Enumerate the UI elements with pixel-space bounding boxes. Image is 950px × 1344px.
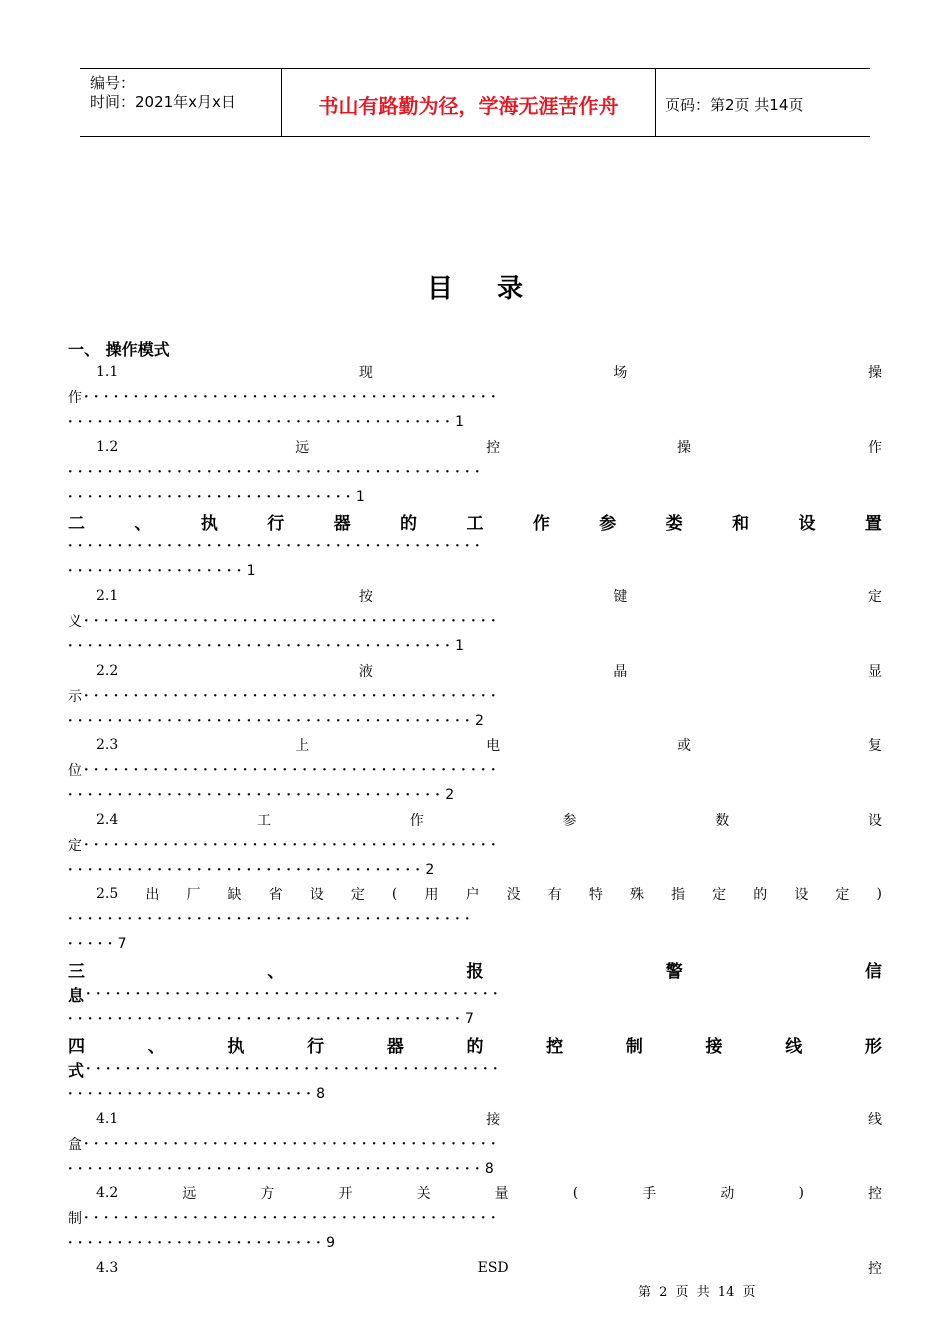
toc-heading-char: 控	[867, 1186, 882, 1202]
toc-entry-s1_2[interactable]	[96, 435, 882, 459]
toc-entry-s2_1[interactable]	[96, 584, 882, 608]
toc-page-number: 1	[246, 563, 256, 579]
toc-heading-char: 、	[267, 961, 285, 982]
toc-entry-s2_2[interactable]	[96, 659, 882, 683]
toc-tail-char: 制	[68, 1211, 82, 1227]
toc-entry-s4_3[interactable]	[96, 1256, 882, 1280]
toc-entry-heading	[96, 1181, 882, 1205]
toc-entry-s2_3[interactable]	[96, 733, 882, 757]
toc-heading-char: 2.5	[96, 886, 119, 902]
toc-page-row	[68, 783, 882, 807]
toc-entry-s2_4[interactable]	[96, 808, 882, 832]
toc-entry-s2_5[interactable]	[96, 882, 882, 906]
toc-heading-char: 警	[665, 961, 683, 982]
toc-leader	[68, 609, 882, 633]
toc-heading-char: 电	[486, 738, 501, 754]
toc-leader	[68, 534, 882, 558]
toc-page-row	[68, 1231, 882, 1255]
toc-heading-char: 量	[494, 1186, 509, 1202]
toc-heading-char: 的	[466, 1036, 484, 1057]
toc-heading-char: 执	[200, 513, 218, 534]
toc-leader-row	[68, 534, 882, 558]
toc-leader-dots: ··········································	[84, 1210, 501, 1226]
toc-heading-char: 设	[794, 887, 809, 903]
toc-page-number: 7	[117, 936, 127, 952]
toc-leader	[68, 460, 882, 484]
toc-tail-char: 式	[68, 1060, 85, 1080]
toc-leader	[68, 634, 882, 658]
toc-leader-dots: ··········································	[68, 464, 485, 480]
toc-page-number: 1	[455, 414, 465, 430]
toc-heading-char: 行	[267, 513, 285, 534]
toc-heading-char: 、	[134, 513, 152, 534]
toc-leader-row	[68, 982, 882, 1006]
toc-heading-char: 接	[705, 1036, 723, 1057]
toc-heading-char: 省	[268, 887, 283, 903]
toc-leader	[68, 709, 882, 733]
toc-entry-heading	[68, 1032, 882, 1056]
toc-tail-char: 示	[68, 689, 82, 705]
toc-heading-char: 厂	[186, 887, 201, 903]
toc-page-number: 8	[484, 1161, 494, 1177]
toc-leader	[68, 858, 882, 882]
toc-heading-char: 娄	[665, 513, 683, 534]
toc-heading-char: 定	[868, 589, 882, 605]
toc-heading-char: 信	[865, 961, 882, 982]
toc-entry-heading	[96, 733, 882, 757]
toc-leader-row	[68, 833, 882, 857]
toc-heading-char: 作	[532, 513, 550, 534]
toc-heading-char: 动	[720, 1186, 735, 1202]
toc-leader-row	[68, 758, 882, 782]
toc-leader-dots: ··························	[68, 1235, 327, 1251]
toc-page-row	[68, 858, 882, 882]
toc-leader	[68, 1007, 882, 1031]
toc-tail-char: 义	[68, 614, 82, 630]
toc-page-row	[68, 932, 882, 956]
toc-heading-char: 开	[338, 1186, 353, 1202]
toc-heading-char: 没	[506, 887, 521, 903]
toc-heading-char: 器	[333, 513, 351, 534]
toc-heading-char: 作	[409, 813, 424, 829]
toc-leader-dots: ····································	[68, 862, 426, 878]
toc-entry-s2[interactable]	[68, 509, 882, 533]
toc-entry-s1_1[interactable]	[96, 360, 882, 384]
toc-entry-heading	[68, 957, 882, 981]
toc-page-number: 1	[355, 489, 365, 505]
toc-leader-dots: ··········································	[68, 1161, 485, 1177]
toc-leader-row	[68, 609, 882, 633]
toc-heading-char: 控	[868, 1261, 882, 1277]
header-meta-cell	[80, 69, 282, 136]
toc-heading-char: 数	[715, 813, 730, 829]
toc-heading-char: 控	[546, 1036, 564, 1057]
toc-page-number: 1	[455, 638, 465, 654]
toc-leader-row	[68, 684, 882, 708]
toc-entry-heading	[96, 1256, 882, 1280]
toc-heading-char: 晶	[613, 664, 628, 680]
toc-leader-dots: ·····	[68, 936, 118, 952]
toc-page-number: 2	[474, 713, 484, 729]
toc-leader-dots: ··········································	[84, 389, 501, 405]
toc-heading-char: 4.2	[96, 1185, 119, 1201]
toc-tail-char: 位	[68, 763, 82, 779]
toc-leader	[68, 982, 882, 1006]
toc-heading-char: 出	[145, 887, 160, 903]
toc-heading-char: 或	[677, 738, 692, 754]
toc-heading-char: 手	[642, 1186, 657, 1202]
toc-entry-heading	[96, 882, 882, 906]
toc-heading-char: 户	[465, 887, 480, 903]
toc-heading-char: 参	[562, 813, 577, 829]
toc-leader-row	[68, 1132, 882, 1156]
toc-page-number: 7	[465, 1011, 474, 1027]
toc-entry-heading	[96, 435, 882, 459]
toc-heading-char: (	[572, 1185, 579, 1201]
toc-page-number: 9	[326, 1235, 335, 1251]
toc-heading-char: 工	[466, 513, 484, 534]
toc-heading-char: 远	[295, 440, 310, 456]
toc-heading-char: 工	[257, 813, 271, 829]
toc-leader	[68, 1132, 882, 1156]
toc-entry-s3[interactable]	[68, 957, 882, 981]
toc-heading-char: 执	[227, 1036, 245, 1057]
toc-heading-char: 键	[613, 589, 628, 605]
toc-leader-dots: ··········································	[86, 986, 503, 1002]
toc-leader-dots: ··················	[68, 563, 247, 579]
toc-page-number: 2	[425, 862, 435, 878]
toc-heading-char: 场	[613, 365, 628, 381]
toc-heading-char: 2.1	[96, 588, 119, 604]
toc-heading-char: 三	[68, 961, 85, 982]
toc-heading-char: )	[876, 886, 882, 902]
toc-leader-dots: ··········································	[84, 837, 501, 853]
toc-heading-char: 1.2	[96, 439, 119, 455]
toc-leader	[68, 485, 882, 509]
toc-leader-dots: ··········································	[86, 1061, 503, 1077]
toc-heading-char: 现	[358, 365, 373, 381]
toc-entry-heading	[96, 1107, 882, 1131]
toc-heading-char: 2.3	[96, 737, 119, 753]
toc-leader	[68, 932, 882, 956]
toc-heading-char: 和	[732, 513, 750, 534]
page-footer: 第 2 页 共 14 页	[638, 1285, 756, 1300]
toc-leader	[68, 1082, 882, 1106]
toc-entry-heading	[96, 360, 882, 384]
page-info: 页码：第2页 共14页	[665, 96, 804, 114]
toc-leader	[68, 1206, 882, 1230]
toc-page-row	[68, 709, 882, 733]
toc-leader	[68, 1231, 882, 1255]
toc-heading-char: ESD	[477, 1260, 509, 1276]
toc-leader-dots: ·······································	[68, 414, 456, 430]
toc-leader	[68, 907, 882, 931]
toc-page-row	[68, 559, 882, 583]
toc-heading-char: 定	[835, 887, 850, 903]
toc-page-number: 2	[445, 787, 455, 803]
toc-leader-dots: ······································	[68, 787, 446, 803]
toc-entry-s4[interactable]	[68, 1032, 882, 1056]
toc-entry-s4_1[interactable]	[96, 1107, 882, 1131]
toc-heading-char: 殊	[629, 887, 644, 903]
page-header	[80, 68, 870, 137]
toc-leader-dots: ·························	[68, 1086, 317, 1102]
toc-heading-char: 线	[785, 1036, 803, 1057]
toc-heading-char: 报	[466, 961, 484, 982]
toc-heading-char: 显	[868, 664, 882, 680]
toc-heading-char: 上	[295, 738, 310, 754]
toc-leader	[68, 833, 882, 857]
toc-heading-char: 线	[867, 1112, 882, 1128]
toc-heading-char: 形	[864, 1036, 882, 1057]
toc-heading-char: 设	[309, 887, 324, 903]
toc-heading-char: 作	[867, 440, 882, 456]
toc-leader-dots: ··········································	[84, 688, 501, 704]
toc-leader-row	[68, 385, 882, 409]
toc-tail-char: 盒	[68, 1137, 82, 1153]
toc-heading-char: 操	[677, 440, 692, 456]
toc-entry-heading	[96, 584, 882, 608]
toc-page-row	[68, 1157, 882, 1181]
toc-tail-char: 定	[68, 838, 82, 854]
toc-heading-char: 4.1	[96, 1111, 119, 1127]
toc-heading-char: 四	[68, 1036, 85, 1057]
toc-tail-char: 息	[68, 985, 85, 1005]
toc-heading-char: 远	[182, 1186, 197, 1202]
toc-leader-dots: ··········································	[84, 762, 501, 778]
toc-heading-char: 液	[358, 664, 373, 680]
toc-leader	[68, 1157, 882, 1181]
toc-heading-char: 缺	[227, 887, 242, 903]
toc-heading-char: 控	[486, 440, 501, 456]
toc-heading-char: 关	[416, 1186, 431, 1202]
toc-heading-char: 、	[147, 1036, 165, 1057]
toc-leader-dots: ··········································	[68, 538, 485, 554]
toc-heading-char: 2.4	[96, 812, 119, 828]
toc-heading-char: 的	[753, 887, 768, 903]
toc-leader	[68, 385, 882, 409]
toc-heading-char: 有	[547, 887, 562, 903]
toc-page-row	[68, 485, 882, 509]
toc-leader-row	[68, 460, 882, 484]
toc-heading-char: 2.2	[96, 663, 119, 679]
toc-leader-dots: ··········································	[84, 1136, 501, 1152]
toc-leader	[68, 783, 882, 807]
toc-page-row	[68, 1082, 882, 1106]
toc-leader	[68, 559, 882, 583]
toc-leader	[68, 758, 882, 782]
toc-heading-char: 复	[867, 738, 882, 754]
toc-heading-char: 设	[867, 813, 882, 829]
motto: 书山有路勤为径，学海无涯苦作舟	[318, 94, 619, 118]
toc-page-row	[68, 1007, 882, 1031]
toc-entry-heading	[68, 509, 882, 533]
toc-heading-char: 按	[358, 589, 373, 605]
toc-heading-char: 特	[588, 887, 603, 903]
toc-heading-char: 置	[864, 513, 882, 534]
toc-leader-dots: ··········································	[84, 613, 501, 629]
toc-leader	[68, 1057, 882, 1081]
toc-heading-char: 设	[798, 513, 816, 534]
toc-tail-char: 作	[68, 390, 82, 406]
toc-entry-heading	[96, 659, 882, 683]
time-label: 时间：2021年x月x日	[90, 93, 236, 111]
toc-page-row	[68, 634, 882, 658]
toc-heading-char: 1.1	[96, 364, 119, 380]
toc-leader	[68, 410, 882, 434]
number-label: 编号：	[90, 74, 136, 92]
toc-leader-dots: ·········································	[68, 713, 475, 729]
toc-heading-char: )	[798, 1185, 804, 1201]
toc-leader	[68, 684, 882, 708]
toc-heading-char: 4.3	[96, 1260, 119, 1276]
toc-heading-char: 行	[307, 1036, 325, 1057]
toc-heading-char: 接	[486, 1112, 501, 1128]
toc-leader-dots: ········································	[68, 1011, 466, 1027]
toc-heading-char: 器	[386, 1036, 404, 1057]
toc-heading-char: 指	[671, 887, 686, 903]
header-page-cell	[656, 69, 870, 136]
page-title: 目录	[426, 274, 567, 304]
toc-entry-s4_2[interactable]	[96, 1181, 882, 1205]
toc-page-number: 8	[316, 1086, 326, 1102]
toc-leader-row	[68, 1057, 882, 1081]
toc-entry-heading	[96, 808, 882, 832]
toc-leader-dots: ·····························	[68, 489, 356, 505]
toc-heading-char: 参	[599, 513, 617, 534]
toc-heading-char: 操	[868, 365, 882, 381]
toc-leader-row	[68, 907, 882, 931]
toc-heading-char: 定	[712, 887, 727, 903]
toc-page-row	[68, 410, 882, 434]
toc-heading-char: 用	[424, 887, 439, 903]
header-motto-cell	[282, 69, 656, 136]
toc-leader-dots: ·······································	[68, 638, 456, 654]
toc-heading-char: 定	[350, 887, 365, 903]
toc-heading-char: 二	[68, 513, 85, 534]
toc-heading-char: 的	[400, 513, 418, 534]
toc-leader-row	[68, 1206, 882, 1230]
toc-heading-char: 制	[625, 1036, 643, 1057]
toc-heading-char: 方	[260, 1186, 275, 1202]
toc-heading-char: (	[391, 886, 398, 902]
toc-section-1-title: 一、 操作模式	[68, 340, 170, 359]
toc-leader-dots: ·········································	[68, 911, 475, 927]
